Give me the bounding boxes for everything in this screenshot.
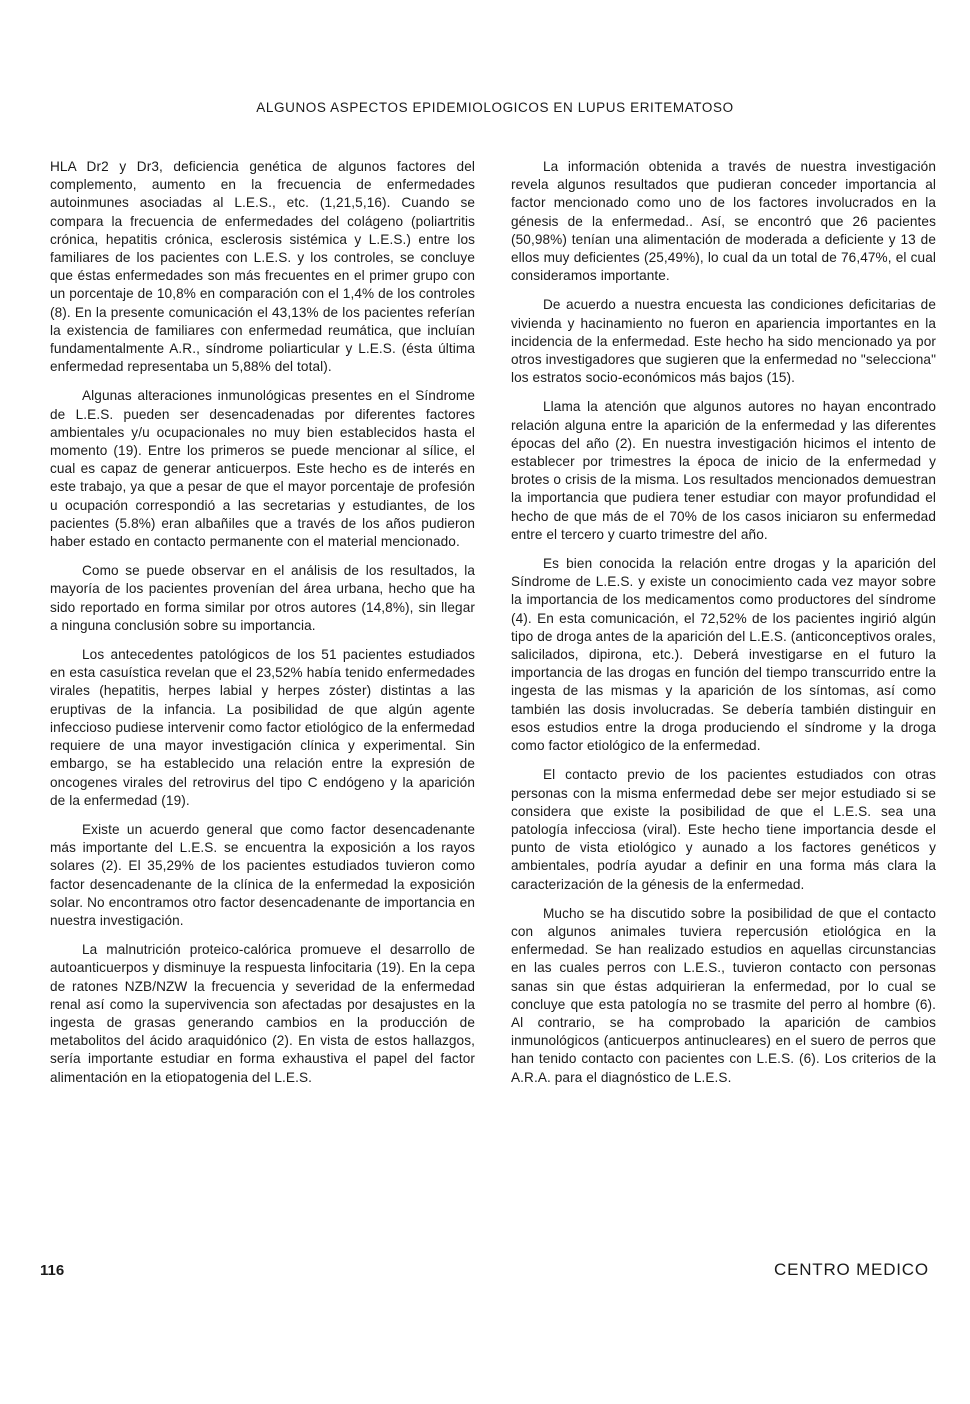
page-number: 116	[40, 1262, 65, 1279]
paragraph: Es bien conocida la relación entre drogas y la aparición del Síndrome de L.E.S. y existe un conocimiento cada vez mayor sobre la importancia de los medicamentos como productores del síndrome (4). En esta comunicación, el 72,52% de los pacientes ingirió algún tipo de droga antes de la aparición del L.E.S. (anticonceptivos orales, salicilados, dipirona, etc.). Deberá investigarse en el futuro la importancia de las drogas en función del tiempo transcurrido entre la ingesta de las mismas y la aparición de los síntomas, así como también las dosis involucradas. Se debería también distinguir en esos estudios entre la droga produciendo el síndrome y la droga como factor etiológico de la enfermedad.	[511, 556, 936, 754]
paragraph: Mucho se ha discutido sobre la posibilidad de que el contacto con algunos animales tuviera repercusión etiológica en la enfermedad. Se han realizado estudios en aquellas circunstancias en las cuales perros con L.E.S., tuvieron contacto con personas sanas sin que éstas adquirieran la enfermedad, por lo cual se concluye que esta patología no se trasmite del perro al hombre (6). Al contrario, se ha comprobado la aparición de cambios inmunológicos (anticuerpos antinucleares) en el suero de perros que han tenido contacto con pacientes con L.E.S. (6). Los criterios de la A.R.A. para el diagnóstico de L.E.S.	[511, 905, 936, 1085]
paragraph: El contacto previo de los pacientes estudiados con otras personas con la misma enfermedad debe ser mejor estudiado si se considera que existe la posibilidad de que el L.E.S. sea una patología infecciosa (viral). Este hecho tiene importancia desde el punto de vista etiológico y aunado a los factores genéticos y ambientales, podría ayudar a definir en una forma más clara la caracterización de la génesis de la enfermedad.	[511, 767, 936, 892]
right-column	[511, 158, 936, 1098]
paragraph: Existe un acuerdo general que como factor desencadenante más importante del L.E.S. se encuentra la exposición a los rayos solares (2). El 35,29% de los pacientes estudiados tuvieron como factor desencadenante de la clínica de la enfermedad la exposición solar. No encontramos otro factor desencadenante de importancia en nuestra investigación.	[50, 821, 475, 928]
paragraph: La malnutrición proteico-calórica promueve el desarrollo de autoanticuerpos y disminuye la respuesta linfocitaria (19). En la cepa de ratones NZB/NZW la frecuencia y severidad de la enfermedad renal así como la supervivencia son afectadas por desajustes en la ingesta de grasas generando cambios en la producción de metabolitos del ácido araquidónico (2). En vista de estos hallazgos, sería importante estudiar en forma exhaustiva el papel del factor alimentación en la etiopatogenia del L.E.S.	[50, 942, 475, 1085]
paragraph: Como se puede observar en el análisis de los resultados, la mayoría de los pacientes provenían del área urbana, hecho que ha sido reportado en forma similar por otros autores (14,8%), sin llegar a ninguna conclusión sobre su importancia.	[50, 563, 475, 633]
paragraph: La información obtenida a través de nuestra investigación revela algunos resultados que pudieran conceder importancia al factor mencionado como uno de los factores involucrados en la génesis de la enfermedad.. Así, se encontró que 26 pacientes (50,98%) tenían una alimentación de moderada a deficiente y 13 de ellos muy deficientes (25,49%), lo cual da un total de 76,47%, el cual consideramos importante.	[511, 159, 936, 284]
paragraph: Los antecedentes patológicos de los 51 pacientes estudiados en esta casuística revelan que el 23,52% había tenido enfermedades virales (hepatitis, herpes labial y herpes zóster) distintas a las eruptivas de la infancia. La posibilidad de que algún agente infeccioso pudiese intervenir como factor etiológico de la enfermedad requiere de una mayor investigación clínica y experimental. Sin embargo, se ha establecido una relación entre la expresión de oncogenes virales del retrovirus del tipo C endógeno y la aparición de la enfermedad (19).	[50, 647, 475, 808]
paragraph: De acuerdo a nuestra encuesta las condiciones deficitarias de vivienda y hacinamiento no fueron en apariencia importantes en la incidencia de la enfermedad. Este hecho ha sido mencionado ya por otros investigadores que sugieren que la enfermedad no "selecciona" los estratos socio-económicos más bajos (15).	[511, 297, 936, 386]
running-header: ALGUNOS ASPECTOS EPIDEMIOLOGICOS EN LUPUS ERITEMATOSO	[256, 100, 734, 115]
paragraph: Llama la atención que algunos autores no hayan encontrado relación alguna entre la aparición de la enfermedad y las diferentes épocas del año (2). En nuestra investigación hicimos el intento de establecer por trimestres la época de inicio de la enfermedad y brotes o crisis de la misma. Los resultados mencionados demuestran la importancia que pudiera tener estudiar con mayor profundidad el hecho de que más de el 70% de los casos iniciaron su enfermedad entre el tercero y cuarto trimestre del año.	[511, 399, 936, 542]
paragraph: HLA Dr2 y Dr3, deficiencia genética de algunos factores del complemento, aumento en la frecuencia de enfermedades autoinmunes asociadas al L.E.S., etc. (1,21,5,16). Cuando se compara la frecuencia de enfermedades del colágeno (poliartritis crónica, hepatitis crónica, esclerosis sistémica y L.E.S.) entre los familiares de los pacientes con L.E.S. y los controles, se concluye que éstas enfermedades son más frecuentes en el primer grupo con un porcentaje de 10,8% en comparación con el 1,4% de los controles (8). En la presente comunicación el 43,13% de los pacientes referían la existencia de familiares con enfermedad reumática, que incluían fundamentalmente A.R., síndrome poliarticular y L.E.S. (ésta última enfermedad representaba un 5,88% del total).	[50, 159, 475, 375]
journal-name: CENTRO MEDICO	[774, 1260, 929, 1279]
left-column	[50, 158, 475, 1098]
paragraph: Algunas alteraciones inmunológicas presentes en el Síndrome de L.E.S. pueden ser desencadenadas por diferentes factores ambientales y/u ocupacionales no muy bien establecidos hasta el momento (19). Entre los primeros se puede mencionar al sílice, el cual es capaz de generar anticuerpos. Este hecho es de interés en este trabajo, ya que a pesar de que el mayor porcentaje de profesión u ocupación correspondió a las secretarias y estudiantes, de los pacientes (5.8%) eran albañiles que a través de los años pudieron haber estado en contacto permanente con el material mencionado.	[50, 388, 475, 550]
